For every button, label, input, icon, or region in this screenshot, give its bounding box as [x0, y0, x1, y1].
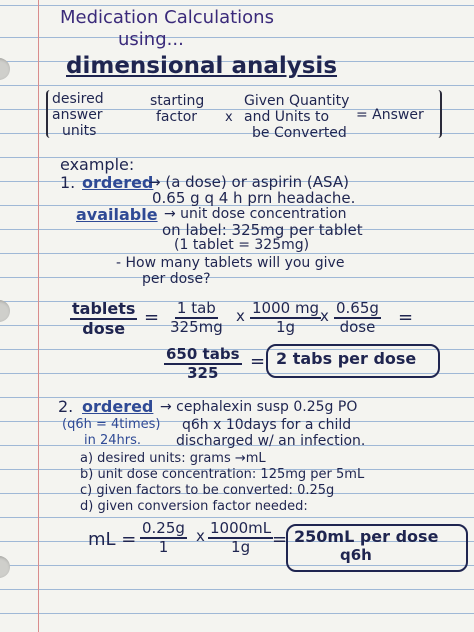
ex2-equals: =	[272, 529, 288, 550]
ex2-item-c: c) given factors to be converted: 0.25g	[80, 483, 335, 498]
title-line2: using...	[118, 29, 184, 50]
binder-hole	[0, 556, 10, 578]
ex1-fraction-tablets-dose	[70, 300, 137, 339]
ex2-ml-equals: mL =	[88, 529, 137, 550]
ex1-ordered-label: ordered	[82, 173, 154, 192]
formula-converted: be Converted	[252, 125, 347, 141]
formula-factor: factor	[156, 109, 198, 125]
ex1-result-equals: =	[250, 351, 266, 372]
ex1-fraction-tab-mg	[168, 300, 225, 337]
ex2-fraction-ml-g	[208, 520, 273, 557]
numerator: 1000 mg	[250, 300, 321, 319]
numerator: 1000mL	[208, 520, 273, 539]
numerator: 650 tabs	[164, 346, 242, 365]
ex1-answer: 2 tabs per dose	[276, 349, 417, 368]
ex2-answer-line2: q6h	[340, 546, 372, 564]
ex1-ordered-text: → (a dose) or aspirin (ASA)	[148, 173, 349, 191]
ex1-fraction-result	[164, 346, 242, 383]
denominator: 1g	[231, 538, 251, 557]
ex1-tablet-text: (1 tablet = 325mg)	[174, 237, 310, 253]
ex1-number: 1.	[60, 173, 76, 192]
numerator: tablets	[70, 300, 137, 320]
ex1-equals: =	[144, 307, 160, 328]
ex1-fraction-g-dose	[334, 300, 381, 337]
binder-hole	[0, 300, 10, 322]
ex1-available-label: available	[76, 205, 158, 224]
ex2-number: 2.	[58, 397, 74, 416]
numerator: 0.25g	[140, 520, 187, 539]
ex1-times-2: x	[320, 307, 329, 325]
ex2-item-a: a) desired units: grams →mL	[80, 451, 266, 466]
ex2-note-line1: (q6h = 4times)	[62, 417, 161, 432]
ex2-line2: q6h x 10days for a child	[182, 417, 352, 433]
ex2-item-d: d) given conversion factor needed:	[80, 499, 308, 514]
ex2-line3: discharged w/ an infection.	[176, 433, 366, 449]
example-label: example:	[60, 155, 135, 174]
formula-times: x	[225, 110, 233, 125]
denominator: 325mg	[170, 318, 223, 337]
title-line3: dimensional analysis	[66, 53, 338, 79]
formula-starting: starting	[150, 93, 205, 109]
formula-answer-eq: = Answer	[356, 107, 424, 123]
denominator: 1g	[276, 318, 296, 337]
ex2-item-b: b) unit dose concentration: 125mg per 5mL	[80, 467, 365, 482]
ex2-note-line2: in 24hrs.	[84, 433, 142, 448]
numerator: 0.65g	[334, 300, 381, 319]
ex2-ordered-text: → cephalexin susp 0.25g PO	[160, 399, 358, 415]
ex1-question-line2: per dose?	[142, 271, 211, 287]
ex1-equals-2: =	[398, 307, 414, 328]
ex2-answer-line1: 250mL per dose	[294, 527, 439, 546]
formula-units-to: and Units to	[244, 109, 330, 125]
margin-line	[38, 0, 39, 632]
numerator: 1 tab	[175, 300, 218, 319]
title-line1: Medication Calculations	[60, 7, 274, 28]
binder-hole	[0, 58, 10, 80]
formula-desired: desired	[52, 91, 104, 107]
formula-answer: answer	[52, 107, 103, 123]
ex1-times-1: x	[236, 307, 245, 325]
denominator: dose	[82, 319, 126, 339]
ex1-available-text: → unit dose concentration	[164, 206, 347, 222]
ex2-times: x	[196, 527, 205, 545]
denominator: 325	[187, 364, 219, 383]
ex1-dose-text: 0.65 g q 4 h prn headache.	[152, 189, 356, 207]
denominator: 1	[158, 538, 169, 557]
ex2-ordered-label: ordered	[82, 397, 154, 416]
ex2-fraction-dose	[140, 520, 187, 557]
ex1-fraction-mg-g	[250, 300, 321, 337]
denominator: dose	[339, 318, 376, 337]
ex1-question-line1: - How many tablets will you give	[116, 255, 345, 271]
formula-units: units	[62, 123, 97, 139]
ex1-label-text: on label: 325mg per tablet	[162, 221, 363, 239]
formula-given: Given Quantity	[244, 93, 350, 109]
